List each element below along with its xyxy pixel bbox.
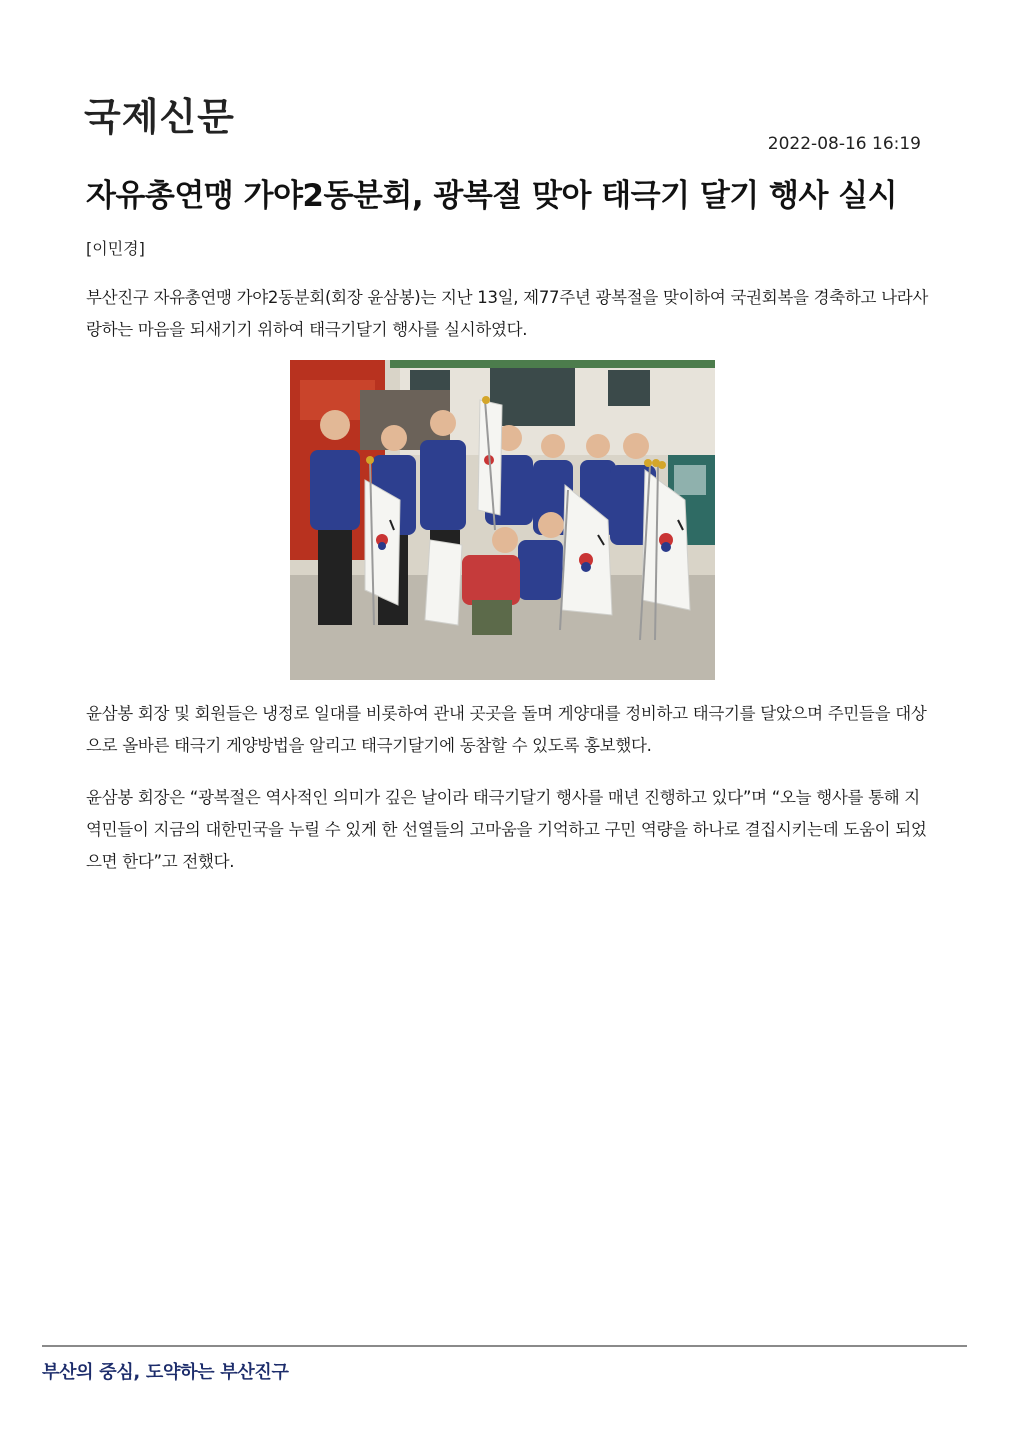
article-byline: [이민경] <box>86 239 145 258</box>
article-paragraph: 부산진구 자유총연맹 가야2동분회(회장 윤삼봉)는 지난 13일, 제77주년 광복절을 맞이하여 국권회복을 경축하고 나라사랑하는 마음을 되새기기 위하여 태극기달기 행사를 실시하였다. <box>86 288 928 339</box>
article-headline: 자유총연맹 가야2동분회, 광복절 맞아 태극기 달기 행사 실시 <box>86 178 898 214</box>
article-photo <box>290 360 715 680</box>
footer-slogan: 부산의 중심, 도약하는 부산진구 <box>42 1362 289 1383</box>
newspaper-masthead: 국제신문 <box>84 95 235 139</box>
article-paragraph: 윤삼봉 회장은 “광복절은 역사적인 의미가 깊은 날이라 태극기달기 행사를 매년 진행하고 있다”며 “오늘 행사를 통해 지역민들이 지금의 대한민국을 누릴 수 있게 한 선열들의 고마움을 기억하고 구민 역량을 하나로 결집시키는데 도움이 되었으면 한다”고 전했다. <box>86 788 927 871</box>
publish-datetime: 2022-08-16 16:19 <box>767 134 921 154</box>
footer-divider <box>42 1345 967 1347</box>
article-paragraph: 윤삼봉 회장 및 회원들은 냉정로 일대를 비롯하여 관내 곳곳을 돌며 게양대를 정비하고 태극기를 달았으며 주민들을 대상으로 올바른 태극기 게양방법을 알리고 태극기달기에 동참할 수 있도록 홍보했다. <box>86 704 927 755</box>
